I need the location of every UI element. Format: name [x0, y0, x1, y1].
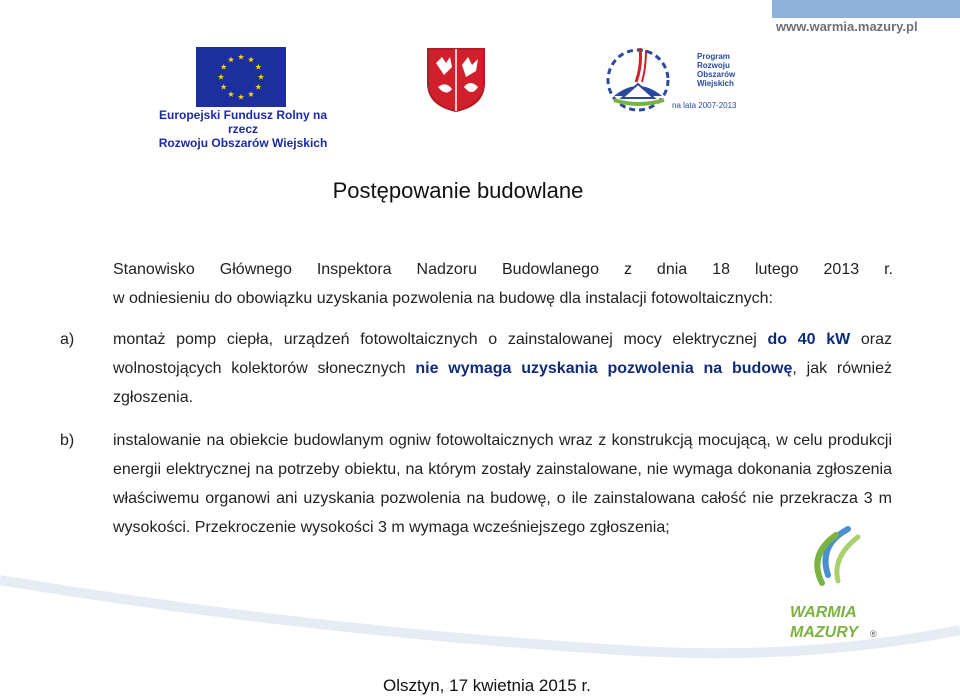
eu-caption-line2: Rozwoju Obszarów Wiejskich: [158, 136, 328, 150]
program-years: na lata 2007-2013: [672, 101, 737, 110]
bold-run: do 40 kW: [767, 331, 851, 348]
text-run: oraz wolnostojących kolektorów słonecznych: [113, 331, 893, 377]
intro-line2: w odniesieniu do obowiązku uzyskania pozwolenia na budowę dla instalacji fotowoltaicznych:: [113, 290, 773, 307]
list-item: [60, 426, 892, 542]
header-bar: [772, 0, 960, 18]
list-item-text: [113, 325, 892, 412]
program-text-line: Rozwoju: [697, 61, 730, 70]
eu-flag-icon: [196, 47, 286, 107]
intro-paragraph: [113, 255, 893, 313]
warmia-mazury-logo: [788, 525, 888, 645]
eu-fund-caption: [148, 108, 338, 150]
text-run: , jak również zgłoszenia.: [113, 360, 893, 406]
logo-line1: WARMIA: [790, 604, 857, 621]
page-title: Postępowanie budowlane: [332, 178, 584, 203]
list-marker: a): [60, 331, 75, 348]
intro-line1: Stanowisko Głównego Inspektora Nadzoru Budowlanego z dnia 18 lutego 2013 r.: [113, 261, 893, 278]
bold-run: nie wymaga uzyskania pozwolenia na budowę: [415, 360, 793, 377]
logo-mark: ®: [870, 629, 877, 639]
list-item: [60, 325, 892, 412]
program-text: [697, 52, 735, 88]
program-text-line: Wiejskich: [697, 79, 734, 88]
voivodeship-crest-icon: [426, 47, 486, 113]
website-url[interactable]: www.warmia.mazury.pl: [776, 19, 918, 34]
footer-date: Olsztyn, 17 kwietnia 2015 r.: [383, 676, 591, 695]
eu-caption-line1: Europejski Fundusz Rolny na rzecz: [158, 108, 328, 136]
program-text-line: Program: [697, 52, 730, 61]
program-logo-icon: [600, 38, 680, 118]
logo-line2: MAZURY: [790, 624, 859, 641]
list-item-text: instalowanie na obiekcie budowlanym ogniw fotowoltaicznych wraz z konstrukcją mocującą, w celu produkcji energii elektrycznej na potrzeby obiektu, na którym zostały zainstalowane, nie wymaga dokonania zgłoszenia właściwemu organowi ani uzyskania pozwolenia na budowę, o ile zainstalowana całość nie przekracza 3 m wysokości. Przekroczenie wysokości 3 m wymaga wcześniejszego zgłoszenia;: [113, 432, 892, 536]
program-text-line: Obszarów: [697, 70, 736, 79]
text-run: montaż pomp ciepła, urządzeń fotowoltaicznych o zainstalowanej mocy elektrycznej: [113, 331, 768, 348]
list-marker: b): [60, 432, 75, 449]
